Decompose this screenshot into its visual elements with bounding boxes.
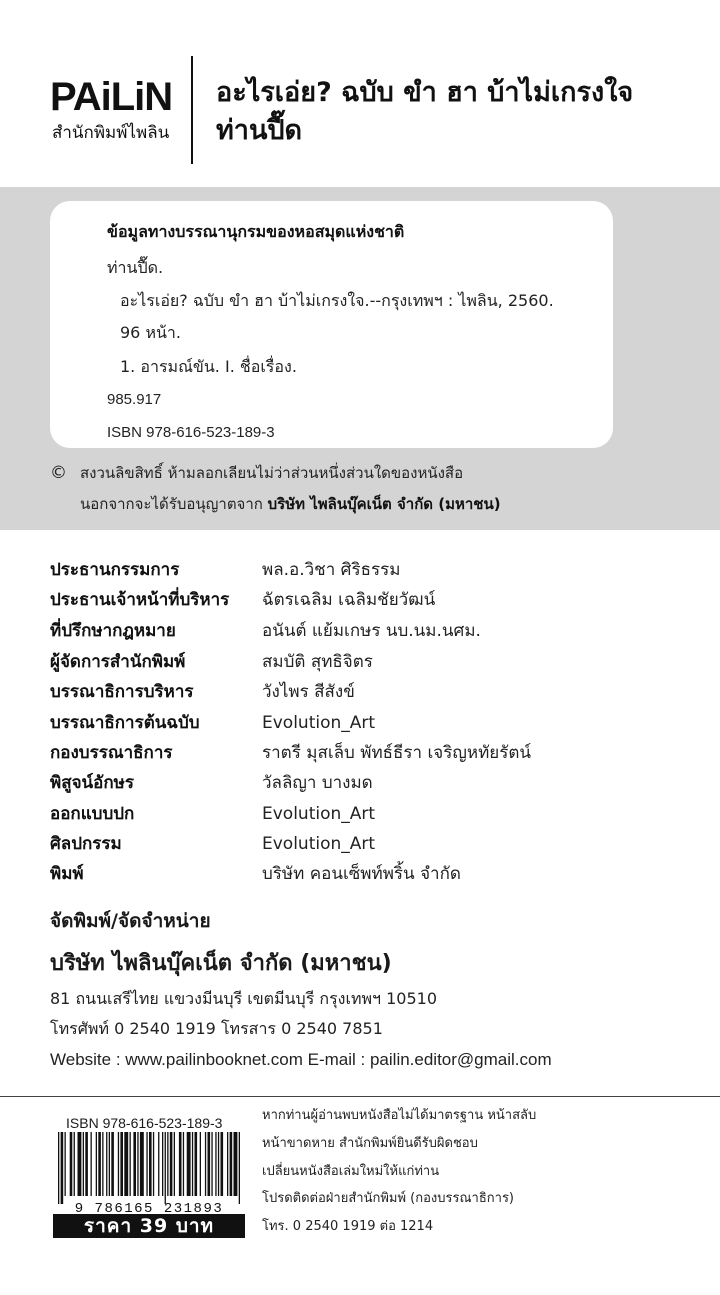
staff-name: สมบัติ สุทธิจิตร [262, 652, 373, 672]
barcode-bar [91, 1132, 92, 1196]
barcode-bar [70, 1132, 73, 1196]
copyright-prefix: นอกจากจะได้รับอนุญาตจาก [80, 495, 263, 513]
barcode-bar [183, 1132, 184, 1196]
staff-name: Evolution_Art [262, 713, 376, 733]
barcode-bar [234, 1132, 238, 1196]
catalog-subject: 1. อารมณ์ขัน. I. ชื่อเรื่อง. [120, 357, 297, 376]
staff-role: บรรณาธิการต้นฉบับ [50, 713, 200, 733]
distributor-company: บริษัท ไพลินบุ๊คเน็ต จำกัด (มหาชน) [50, 951, 392, 976]
notice-line: โปรดติดต่อฝ่ายสำนักพิมพ์ (กองบรรณาธิการ) [262, 1191, 514, 1206]
staff-name: Evolution_Art [262, 804, 376, 824]
catalog-author: ท่านปื๊ด. [107, 258, 164, 277]
staff-name: วัลลิญา บางมด [262, 773, 373, 793]
staff-role: ออกแบบปก [50, 804, 135, 824]
barcode-digits: 9 786165 231893 [74, 1201, 224, 1214]
barcode-bar [130, 1132, 131, 1196]
staff-role: พิมพ์ [50, 864, 84, 884]
barcode-bar [165, 1132, 166, 1204]
distributor-web: Website : www.pailinbooknet.com E-mail : pailin.editor@gmail.com [50, 1050, 552, 1069]
book-title-line2: ท่านปื๊ด [216, 115, 303, 146]
barcode-bar [158, 1132, 159, 1196]
barcode-bar [137, 1132, 138, 1196]
barcode-bar [124, 1132, 128, 1196]
barcode-bar [102, 1132, 103, 1196]
barcode-bar [218, 1132, 219, 1196]
staff-role: ที่ปรึกษากฎหมาย [50, 621, 176, 641]
barcode-bar [192, 1132, 193, 1196]
distributor-phone: โทรศัพท์ 0 2540 1919 โทรสาร 0 2540 7851 [50, 1019, 383, 1038]
barcode-bar [200, 1132, 201, 1196]
barcode-bar [211, 1132, 212, 1196]
barcode-bar [239, 1132, 240, 1204]
barcode-bar [170, 1132, 173, 1196]
barcode-bar [149, 1132, 152, 1196]
barcode-bar [118, 1132, 119, 1196]
price-label: ราคา 39 บาท [53, 1214, 245, 1238]
section-divider [0, 1096, 720, 1097]
copyright-symbol: © [50, 463, 67, 483]
catalog-card [50, 201, 613, 448]
staff-role: ศิลปกรรม [50, 834, 122, 854]
barcode-bar [195, 1132, 198, 1196]
staff-name: ฉัตรเฉลิม เฉลิมชัยวัฒน์ [262, 590, 436, 610]
copyright-company: บริษัท ไพลินบุ๊คเน็ต จำกัด (มหาชน) [267, 495, 501, 513]
barcode-bar [174, 1132, 175, 1196]
barcode-bar [133, 1132, 136, 1196]
barcode-isbn: ISBN 978-616-523-189-3 [66, 1115, 223, 1131]
barcode-bar [205, 1132, 206, 1196]
notice-line: โทร. 0 2540 1919 ต่อ 1214 [262, 1219, 434, 1234]
barcode-bar [227, 1132, 228, 1196]
barcode-bar [111, 1132, 114, 1196]
barcode-bar [106, 1132, 107, 1196]
distributor-address: 81 ถนนเสรีไทย แขวงมีนบุรี เขตมีนบุรี กรุงเทพฯ 10510 [50, 989, 437, 1008]
barcode-bar [208, 1132, 211, 1196]
barcode-bar [167, 1132, 168, 1196]
notice-line: หน้าขาดหาย สำนักพิมพ์ยินดีรับผิดชอบ [262, 1136, 478, 1151]
staff-name: บริษัท คอนเซ็พท์พริ้น จำกัด [262, 864, 461, 884]
catalog-classification: 985.917 [107, 391, 162, 408]
barcode-bar [61, 1132, 64, 1204]
staff-name: พล.อ.วิชา ศิริธรรม [262, 560, 401, 580]
barcode-bar [58, 1132, 59, 1204]
barcode-bar [187, 1132, 191, 1196]
barcode-bar [83, 1132, 84, 1196]
barcode-bar [153, 1132, 154, 1196]
staff-role: ประธานเจ้าหน้าที่บริหาร [50, 590, 230, 610]
copyright-line2 [80, 493, 501, 515]
staff-name: อนันต์ แย้มเกษร นบ.นม.นศม. [262, 621, 481, 641]
notice-line: เปลี่ยนหนังสือเล่มใหม่ให้แก่ท่าน [262, 1164, 440, 1179]
staff-name: ราตรี มุสเล็บ พัทธ์ธีรา เจริญหทัยรัตน์ [262, 743, 532, 763]
catalog-pages: 96 หน้า. [120, 323, 181, 342]
staff-role: ผู้จัดการสำนักพิมพ์ [50, 652, 186, 672]
barcode-bar [96, 1132, 97, 1196]
book-title [216, 74, 633, 150]
book-title-line1: อะไรเอ่ย? ฉบับ ขำ ฮา บ้าไม่เกรงใจ [216, 77, 634, 108]
barcode-bar [98, 1132, 101, 1196]
staff-role: ประธานกรรมการ [50, 560, 180, 580]
barcode-bar [140, 1132, 144, 1196]
barcode-bar [221, 1132, 224, 1196]
barcode-bar [179, 1132, 182, 1196]
staff-name: Evolution_Art [262, 834, 376, 854]
barcode-bar [230, 1132, 233, 1196]
barcode-bar [162, 1132, 163, 1196]
header-divider [191, 56, 193, 164]
staff-name: วังไพร สีสังข์ [262, 682, 355, 702]
barcode-bar [78, 1132, 82, 1196]
catalog-heading: ข้อมูลทางบรรณานุกรมของหอสมุดแห่งชาติ [107, 222, 405, 241]
copyright-line1: สงวนลิขสิทธิ์ ห้ามลอกเลียนไม่ว่าส่วนหนึ่งส่วนใดของหนังสือ [80, 464, 464, 482]
barcode-image [54, 1132, 244, 1214]
publisher-logo: PAiLiN [50, 75, 173, 119]
barcode-bar [109, 1132, 110, 1196]
publisher-name: สำนักพิมพ์ไพลิน [52, 123, 170, 143]
staff-role: พิสูจน์อักษร [50, 773, 135, 793]
distributor-heading: จัดพิมพ์/จัดจำหน่าย [50, 910, 211, 932]
barcode-bar [65, 1132, 66, 1196]
catalog-isbn: ISBN 978-616-523-189-3 [107, 424, 275, 441]
notice-line: หากท่านผู้อ่านพบหนังสือไม่ได้มาตรฐาน หน้าสลับ [262, 1108, 537, 1123]
staff-role: บรรณาธิการบริหาร [50, 682, 194, 702]
staff-role: กองบรรณาธิการ [50, 743, 173, 763]
barcode-bar [74, 1132, 75, 1196]
barcode-bar [120, 1132, 123, 1196]
barcode-bar [85, 1132, 88, 1196]
catalog-entry: อะไรเอ่ย? ฉบับ ขำ ฮา บ้าไม่เกรงใจ.--กรุงเทพฯ : ไพลิน, 2560. [120, 291, 554, 310]
barcode-bar [146, 1132, 147, 1196]
barcode-bar [215, 1132, 216, 1196]
